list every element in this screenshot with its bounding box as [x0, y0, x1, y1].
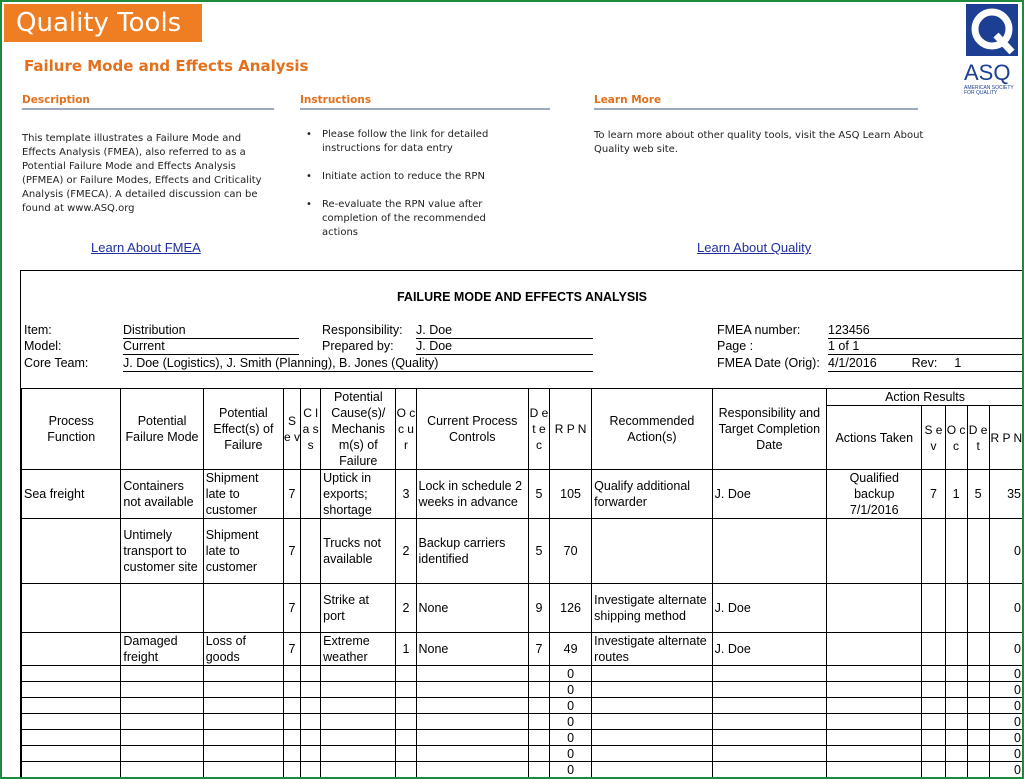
empty-cell[interactable]	[712, 746, 826, 762]
empty-cell[interactable]	[922, 746, 945, 762]
cell-function[interactable]	[22, 584, 121, 633]
cell-rpn: 0	[550, 698, 592, 714]
empty-cell[interactable]	[121, 762, 203, 778]
cell-effect[interactable]	[203, 584, 283, 633]
cell-controls[interactable]: None	[416, 584, 528, 633]
header-new-rpn: R P N	[989, 406, 1022, 470]
cell-new-occ[interactable]: 1	[945, 470, 967, 519]
empty-cell[interactable]	[416, 746, 528, 762]
cell-action[interactable]	[592, 519, 712, 584]
empty-cell[interactable]	[416, 762, 528, 778]
cell-action[interactable]: Qualify additional forwarder	[592, 470, 712, 519]
fmea-date: 4/1/2016	[828, 356, 877, 370]
empty-cell[interactable]	[827, 698, 922, 714]
cell-effect[interactable]: Shipment late to customer	[203, 470, 283, 519]
cell-new-rpn: 0	[989, 519, 1022, 584]
empty-cell[interactable]	[712, 698, 826, 714]
cell-rpn: 0	[550, 682, 592, 698]
cell-mode[interactable]	[121, 584, 203, 633]
empty-cell[interactable]	[827, 730, 922, 746]
table-row	[22, 666, 1023, 682]
empty-cell[interactable]	[396, 698, 416, 714]
empty-cell[interactable]	[396, 762, 416, 778]
header-effects: Potential Effect(s) of Failure	[203, 389, 283, 470]
rev-value: 1	[954, 356, 962, 370]
empty-cell[interactable]	[827, 682, 922, 698]
empty-cell[interactable]	[945, 714, 967, 730]
empty-cell[interactable]	[827, 746, 922, 762]
quality-tools-banner: Quality Tools	[4, 4, 202, 42]
empty-cell[interactable]	[22, 682, 121, 698]
cell-effect[interactable]: Loss of goods	[203, 633, 283, 666]
empty-cell[interactable]	[416, 714, 528, 730]
cell-new-det[interactable]: 5	[967, 470, 989, 519]
cell-new-occ[interactable]	[945, 633, 967, 666]
cell-rpn: 49	[550, 633, 592, 666]
cell-new-rpn: 0	[989, 698, 1022, 714]
cell-mode[interactable]: Damaged freight	[121, 633, 203, 666]
table-row	[22, 746, 1023, 762]
empty-cell[interactable]	[416, 730, 528, 746]
cell-rpn: 0	[550, 746, 592, 762]
empty-cell[interactable]	[321, 666, 396, 682]
empty-cell[interactable]	[203, 762, 283, 778]
instruction-item: • Initiate action to reduce the RPN	[306, 170, 516, 184]
empty-cell[interactable]	[922, 666, 945, 682]
empty-cell[interactable]	[712, 682, 826, 698]
empty-cell[interactable]	[592, 746, 712, 762]
prepared-by-label: Prepared by:	[322, 339, 394, 353]
empty-cell[interactable]	[22, 714, 121, 730]
empty-cell[interactable]	[203, 714, 283, 730]
empty-cell[interactable]	[301, 698, 321, 714]
cell-class[interactable]	[301, 633, 321, 666]
header-causes: Potential Cause(s)/ Mechanis m(s) of Failure	[321, 389, 396, 470]
empty-cell[interactable]	[922, 682, 945, 698]
instruction-item: • Re-evaluate the RPN value after completion of the recommended actions	[306, 198, 516, 240]
learn-about-fmea-link[interactable]: Learn About FMEA	[91, 240, 201, 255]
fmea-table	[21, 388, 1022, 777]
empty-cell[interactable]	[922, 762, 945, 778]
empty-cell[interactable]	[22, 666, 121, 682]
cell-resp[interactable]: J. Doe	[712, 633, 826, 666]
cell-taken[interactable]: Qualified backup 7/1/2016	[827, 470, 922, 519]
cell-controls[interactable]: None	[416, 633, 528, 666]
header-failure-mode: Potential Failure Mode	[121, 389, 203, 470]
page-title: Failure Mode and Effects Analysis	[24, 57, 309, 75]
empty-cell[interactable]	[528, 714, 549, 730]
cell-sev[interactable]: 7	[284, 519, 301, 584]
page-label: Page :	[717, 339, 754, 353]
instruction-item: • Please follow the link for detailed instructions for data entry	[306, 128, 516, 156]
cell-class[interactable]	[301, 584, 321, 633]
cell-rpn: 0	[550, 666, 592, 682]
cell-function[interactable]	[22, 519, 121, 584]
empty-cell[interactable]	[712, 730, 826, 746]
empty-cell[interactable]	[592, 698, 712, 714]
empty-cell[interactable]	[827, 666, 922, 682]
table-row	[22, 714, 1023, 730]
logo-subtext: AMERICAN SOCIETY FOR QUALITY	[964, 85, 1014, 96]
empty-cell[interactable]	[203, 682, 283, 698]
empty-cell[interactable]	[284, 666, 301, 682]
header-sev: S e v	[284, 389, 301, 470]
cell-taken[interactable]	[827, 584, 922, 633]
fmea-date-label: FMEA Date (Orig):	[717, 356, 820, 370]
empty-cell[interactable]	[22, 698, 121, 714]
cell-new-det[interactable]	[967, 633, 989, 666]
cell-new-det[interactable]	[967, 584, 989, 633]
empty-cell[interactable]	[528, 762, 549, 778]
empty-cell[interactable]	[967, 762, 989, 778]
cell-action[interactable]: Investigate alternate routes	[592, 633, 712, 666]
header-class: C l a s s	[301, 389, 321, 470]
empty-cell[interactable]	[396, 746, 416, 762]
fmea-number-value[interactable]: 123456	[828, 323, 1022, 339]
empty-cell[interactable]	[301, 714, 321, 730]
empty-cell[interactable]	[203, 666, 283, 682]
header-rpn: R P N	[550, 389, 592, 470]
empty-cell[interactable]	[592, 682, 712, 698]
empty-cell[interactable]	[945, 698, 967, 714]
cell-resp[interactable]: J. Doe	[712, 584, 826, 633]
model-value[interactable]: Current	[123, 339, 299, 355]
cell-det[interactable]: 5	[528, 519, 549, 584]
empty-cell[interactable]	[284, 682, 301, 698]
cell-det[interactable]: 9	[528, 584, 549, 633]
form-title: FAILURE MODE AND EFFECTS ANALYSIS	[396, 290, 648, 304]
responsibility-value[interactable]: J. Doe	[416, 323, 593, 339]
cell-det[interactable]: 7	[528, 633, 549, 666]
empty-cell[interactable]	[321, 746, 396, 762]
header-occ: O c c u r	[396, 389, 416, 470]
empty-cell[interactable]	[827, 714, 922, 730]
empty-cell[interactable]	[301, 682, 321, 698]
empty-cell[interactable]	[321, 762, 396, 778]
cell-occ[interactable]: 2	[396, 584, 416, 633]
cell-new-sev[interactable]	[922, 519, 945, 584]
empty-cell[interactable]	[396, 730, 416, 746]
header-responsibility: Responsibility and Target Completion Date	[712, 389, 826, 470]
empty-cell[interactable]	[321, 682, 396, 698]
empty-cell[interactable]	[967, 682, 989, 698]
cell-controls[interactable]: Lock in schedule 2 weeks in advance	[416, 470, 528, 519]
core-team-value[interactable]: J. Doe (Logistics), J. Smith (Planning), B. Jones (Quality)	[123, 356, 593, 372]
empty-cell[interactable]	[121, 730, 203, 746]
fmea-number-label: FMEA number:	[717, 323, 801, 337]
cell-class[interactable]	[301, 470, 321, 519]
cell-new-rpn: 0	[989, 730, 1022, 746]
empty-cell[interactable]	[396, 666, 416, 682]
model-label: Model:	[24, 339, 62, 353]
empty-cell[interactable]	[321, 714, 396, 730]
table-row	[22, 682, 1023, 698]
cell-function[interactable]	[22, 633, 121, 666]
empty-cell[interactable]	[284, 714, 301, 730]
empty-cell[interactable]	[967, 698, 989, 714]
empty-cell[interactable]	[967, 746, 989, 762]
empty-cell[interactable]	[121, 746, 203, 762]
empty-cell[interactable]	[592, 714, 712, 730]
cell-resp[interactable]: J. Doe	[712, 470, 826, 519]
instructions-heading: Instructions	[300, 94, 550, 110]
cell-occ[interactable]: 3	[396, 470, 416, 519]
learn-about-quality-link[interactable]: Learn About Quality	[697, 240, 812, 255]
page-value[interactable]: 1 of 1	[828, 339, 1022, 355]
description-text: This template illustrates a Failure Mode and Effects Analysis (FMEA), also referred to as a Potential Failure Mode and Effects Analysis (PFMEA) or Failure Modes, Effects and Criticality Analysis (FMECA). A detailed discussion can be found at www.ASQ.org	[22, 133, 262, 214]
empty-cell[interactable]	[396, 682, 416, 698]
fmea-date-value[interactable]	[828, 356, 1022, 372]
cell-function[interactable]: Sea freight	[22, 470, 121, 519]
header-new-det: D e t	[967, 406, 989, 470]
empty-cell[interactable]	[416, 666, 528, 682]
cell-sev[interactable]: 7	[284, 633, 301, 666]
cell-mode[interactable]: Untimely transport to customer site	[121, 519, 203, 584]
cell-new-rpn: 0	[989, 714, 1022, 730]
cell-occ[interactable]: 2	[396, 519, 416, 584]
cell-sev[interactable]: 7	[284, 470, 301, 519]
empty-cell[interactable]	[203, 698, 283, 714]
fmea-form	[20, 270, 1022, 777]
empty-cell[interactable]	[528, 698, 549, 714]
empty-cell[interactable]	[301, 762, 321, 778]
cell-new-rpn: 0	[989, 682, 1022, 698]
empty-cell[interactable]	[528, 730, 549, 746]
cell-resp[interactable]	[712, 519, 826, 584]
table-row	[22, 584, 1023, 633]
empty-cell[interactable]	[922, 714, 945, 730]
header-action-results: Action Results	[827, 389, 1022, 406]
empty-cell[interactable]	[827, 762, 922, 778]
empty-cell[interactable]	[945, 730, 967, 746]
table-row	[22, 633, 1023, 666]
cell-controls[interactable]: Backup carriers identified	[416, 519, 528, 584]
cell-sev[interactable]: 7	[284, 584, 301, 633]
table-row	[22, 470, 1023, 519]
empty-cell[interactable]	[922, 698, 945, 714]
empty-cell[interactable]	[321, 730, 396, 746]
empty-cell[interactable]	[945, 666, 967, 682]
cell-taken[interactable]	[827, 519, 922, 584]
empty-cell[interactable]	[967, 714, 989, 730]
cell-new-occ[interactable]	[945, 584, 967, 633]
empty-cell[interactable]	[396, 714, 416, 730]
empty-cell[interactable]	[301, 730, 321, 746]
empty-cell[interactable]	[592, 762, 712, 778]
cell-new-rpn: 0	[989, 746, 1022, 762]
cell-occ[interactable]: 1	[396, 633, 416, 666]
empty-cell[interactable]	[121, 682, 203, 698]
empty-cell[interactable]	[284, 698, 301, 714]
cell-rpn: 105	[550, 470, 592, 519]
empty-cell[interactable]	[121, 698, 203, 714]
cell-new-rpn: 0	[989, 584, 1022, 633]
item-value[interactable]: Distribution	[123, 323, 299, 339]
instructions-list	[306, 128, 516, 246]
empty-cell[interactable]	[22, 762, 121, 778]
rev-label: Rev:	[911, 356, 938, 370]
empty-cell[interactable]	[945, 762, 967, 778]
responsibility-label: Responsibility:	[322, 323, 403, 337]
cell-cause[interactable]: Trucks not available	[321, 519, 396, 584]
empty-cell[interactable]	[528, 746, 549, 762]
empty-cell[interactable]	[592, 666, 712, 682]
empty-cell[interactable]	[321, 698, 396, 714]
header-det: D e t e c	[528, 389, 549, 470]
empty-cell[interactable]	[301, 746, 321, 762]
cell-class[interactable]	[301, 519, 321, 584]
empty-cell[interactable]	[712, 666, 826, 682]
empty-cell[interactable]	[203, 730, 283, 746]
cell-action[interactable]: Investigate alternate shipping method	[592, 584, 712, 633]
empty-cell[interactable]	[22, 746, 121, 762]
cell-new-occ[interactable]	[945, 519, 967, 584]
cell-rpn: 0	[550, 714, 592, 730]
header-new-occ: O c c	[945, 406, 967, 470]
header-recommended: Recommended Action(s)	[592, 389, 712, 470]
empty-cell[interactable]	[945, 682, 967, 698]
cell-new-rpn: 0	[989, 762, 1022, 778]
cell-rpn: 0	[550, 762, 592, 778]
header-process-function: Process Function	[22, 389, 121, 470]
empty-cell[interactable]	[967, 666, 989, 682]
core-team-label: Core Team:	[24, 356, 89, 370]
empty-cell[interactable]	[416, 682, 528, 698]
empty-cell[interactable]	[284, 762, 301, 778]
cell-taken[interactable]	[827, 633, 922, 666]
empty-cell[interactable]	[416, 698, 528, 714]
empty-cell[interactable]	[284, 730, 301, 746]
header-new-sev: S e v	[922, 406, 945, 470]
empty-cell[interactable]	[284, 746, 301, 762]
cell-mode[interactable]: Containers not available	[121, 470, 203, 519]
cell-rpn: 0	[550, 730, 592, 746]
cell-cause[interactable]: Extreme weather	[321, 633, 396, 666]
cell-rpn: 126	[550, 584, 592, 633]
cell-cause[interactable]: Strike at port	[321, 584, 396, 633]
fmea-template-page	[2, 2, 1022, 777]
empty-cell[interactable]	[203, 746, 283, 762]
cell-new-sev[interactable]	[922, 584, 945, 633]
empty-cell[interactable]	[922, 730, 945, 746]
empty-cell[interactable]	[712, 762, 826, 778]
description-heading: Description	[22, 94, 274, 110]
empty-cell[interactable]	[301, 666, 321, 682]
cell-effect[interactable]: Shipment late to customer	[203, 519, 283, 584]
learn-more-text: To learn more about other quality tools, visit the ASQ Learn About Quality web site.	[594, 130, 924, 155]
cell-new-rpn: 0	[989, 633, 1022, 666]
cell-new-rpn: 35	[989, 470, 1022, 519]
cell-new-sev[interactable]	[922, 633, 945, 666]
empty-cell[interactable]	[967, 730, 989, 746]
header-actions-taken: Actions Taken	[827, 406, 922, 470]
empty-cell[interactable]	[945, 746, 967, 762]
empty-cell[interactable]	[712, 714, 826, 730]
table-row	[22, 519, 1023, 584]
logo-wordmark: ASQ	[964, 60, 1011, 85]
header-controls: Current Process Controls	[416, 389, 528, 470]
empty-cell[interactable]	[592, 730, 712, 746]
table-row	[22, 698, 1023, 714]
empty-cell[interactable]	[528, 666, 549, 682]
cell-new-det[interactable]	[967, 519, 989, 584]
prepared-by-value[interactable]: J. Doe	[416, 339, 593, 355]
table-row	[22, 730, 1023, 746]
empty-cell[interactable]	[121, 714, 203, 730]
empty-cell[interactable]	[528, 682, 549, 698]
cell-rpn: 70	[550, 519, 592, 584]
cell-cause[interactable]: Uptick in exports; shortage	[321, 470, 396, 519]
empty-cell[interactable]	[121, 666, 203, 682]
item-label: Item:	[24, 323, 52, 337]
cell-new-sev[interactable]: 7	[922, 470, 945, 519]
cell-det[interactable]: 5	[528, 470, 549, 519]
table-row	[22, 762, 1023, 778]
learn-more-heading: Learn More	[594, 94, 918, 110]
empty-cell[interactable]	[22, 730, 121, 746]
cell-new-rpn: 0	[989, 666, 1022, 682]
